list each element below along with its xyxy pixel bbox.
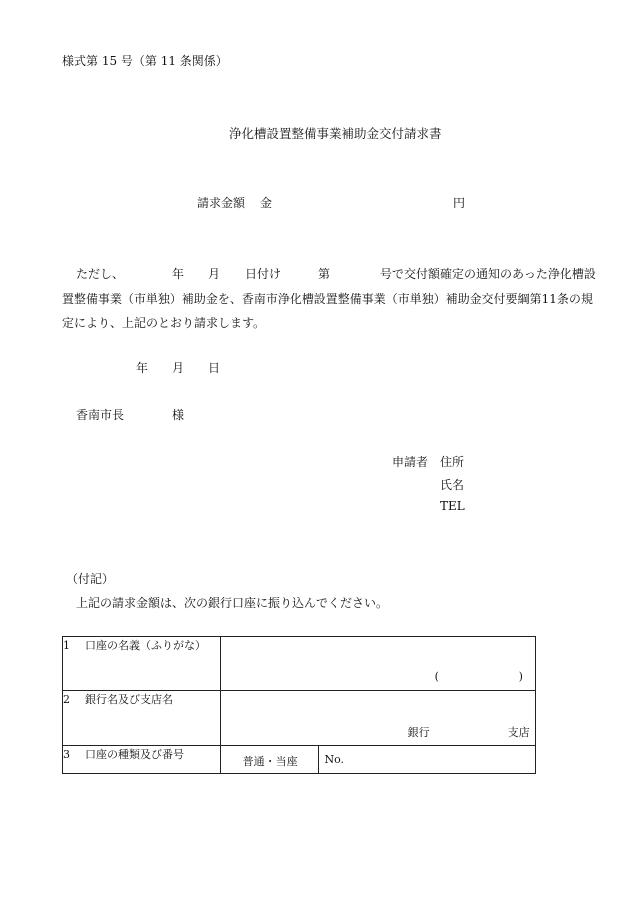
account-number-field[interactable] [319,746,536,774]
table-row [63,691,536,746]
row2-number: 2 [63,693,70,706]
body-gatsu: 月 [208,267,221,281]
amount-kin: 金 [260,196,273,210]
furigana-paren-open: ( [434,670,439,683]
row2-label-cell [63,691,221,746]
amount-label: 請求金額 [197,196,246,210]
account-type-cell[interactable] [220,746,319,774]
date-gatsu: 月 [172,361,185,375]
applicant-tel-label: TEL [440,499,465,513]
form-number: 様式第 15 号（第 11 条関係） [62,54,228,68]
body-line-3: 定により、上記のとおり請求します。 [62,316,266,330]
body-line-2: 置整備事業（市単独）補助金を、香南市浄化槽設置整備事業（市単独）補助金交付要綱第11条の規 [62,292,593,306]
row3-label: 口座の種類及び番号 [85,748,184,761]
body-tadashi: ただし、 [76,267,125,281]
date-nen: 年 [136,361,149,375]
row1-label: 口座の名義（ふりがな） [85,639,206,652]
table-row [63,746,536,774]
row1-number: 1 [63,639,70,652]
bank-branch-field[interactable] [220,691,535,746]
body-nen: 年 [172,267,185,281]
branch-suffix: 支店 [507,726,530,739]
row3-number: 3 [63,748,70,761]
bank-suffix: 銀行 [407,726,430,739]
note-heading: （付記） [66,572,115,586]
amount-unit: 円 [453,196,466,210]
note-text: 上記の請求金額は、次の銀行口座に振り込んでください。 [76,596,389,610]
addressee-name: 香南市長 [76,408,125,422]
bank-account-table [62,636,536,774]
document-title: 浄化槽設置整備事業補助金交付請求書 [229,126,442,141]
table-row [63,637,536,691]
row3-label-cell [63,746,221,774]
body-line1-rest: 号で交付額確定の通知のあった浄化槽設 [380,267,596,281]
body-hizuke: 日付け [245,267,282,281]
account-holder-field[interactable] [220,637,535,691]
account-number-label: No. [324,753,345,766]
account-type-options: 普通・当座 [242,755,298,768]
row2-label: 銀行名及び支店名 [85,693,173,706]
body-dai: 第 [318,267,331,281]
applicant-address-label: 住所 [440,455,465,469]
row1-label-cell [63,637,221,691]
date-nichi: 日 [208,361,221,375]
applicant-label: 申請者 [392,455,429,469]
applicant-name-label: 氏名 [440,478,465,492]
furigana-paren-close: ) [518,670,523,683]
addressee-honorific: 様 [172,408,185,422]
